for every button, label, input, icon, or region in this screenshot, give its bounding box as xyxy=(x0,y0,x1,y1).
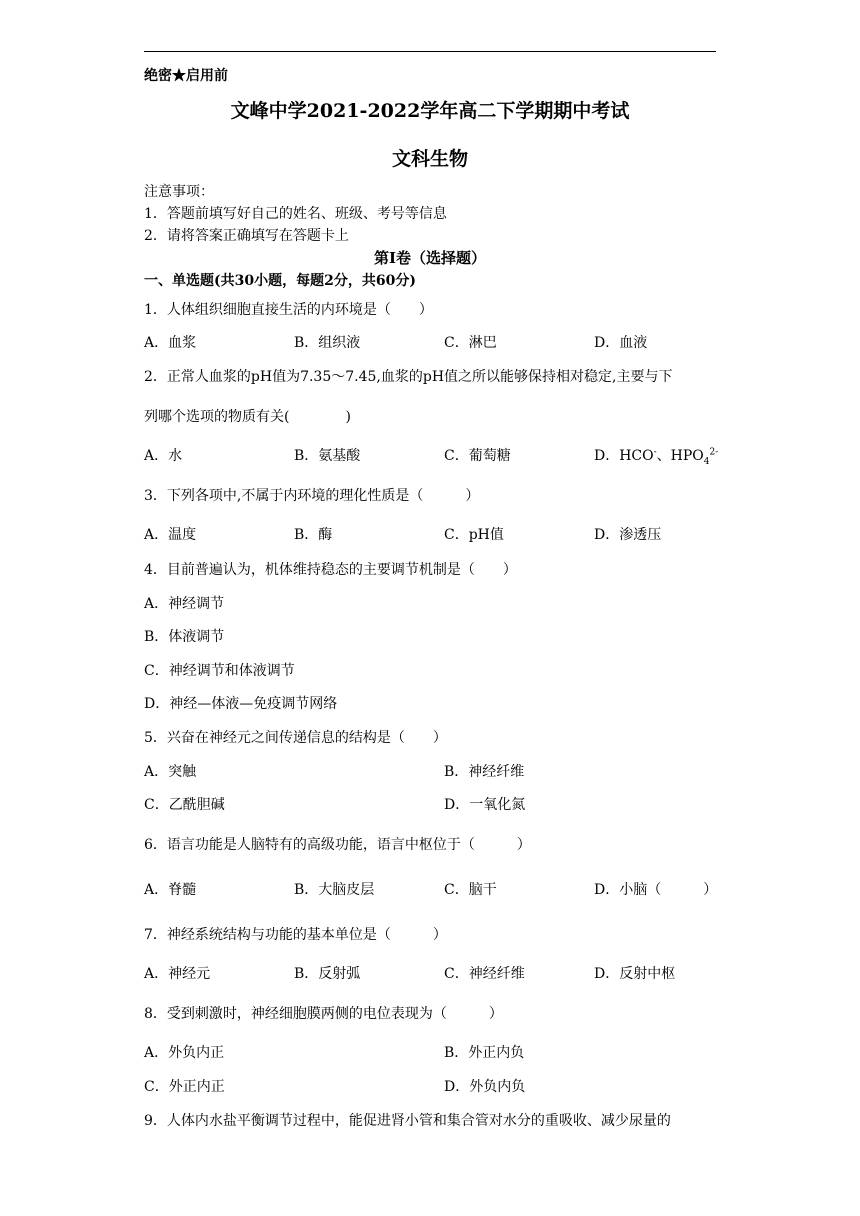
question-5-stem: 5．兴奋在神经元之间传递信息的结构是（ ） xyxy=(144,730,447,746)
q7-option-a: A．神经元 xyxy=(144,966,211,982)
question-4-stem: 4．目前普遍认为，机体维持稳态的主要调节机制是（ ） xyxy=(144,562,517,578)
notice-item-2: 2．请将答案正确填写在答题卡上 xyxy=(144,228,349,244)
q8-option-d: D．外负内负 xyxy=(444,1079,526,1095)
q3-option-a: A．温度 xyxy=(144,527,197,543)
question-7-stem: 7．神经系统结构与功能的基本单位是（ ） xyxy=(144,927,447,943)
q5-option-a: A．突触 xyxy=(144,764,197,780)
q6-option-d: D．小脑（ ） xyxy=(594,882,718,898)
q3-option-b: B．酶 xyxy=(294,527,333,543)
exam-title: 文峰中学2021-2022学年高二下学期期中考试 xyxy=(230,100,630,122)
notice-heading: 注意事项： xyxy=(144,184,214,200)
q6-option-a: A．脊髓 xyxy=(144,882,197,898)
q1-option-b: B．组织液 xyxy=(294,335,361,351)
q5-option-b: B．神经纤维 xyxy=(444,764,525,780)
q5-option-c: C．乙酰胆碱 xyxy=(144,797,225,813)
q3-option-c: C．pH值 xyxy=(444,527,504,543)
question-3-stem: 3．下列各项中,不属于内环境的理化性质是（ ） xyxy=(144,488,480,504)
section-title: 一、单选题(共30小题，每题2分，共60分) xyxy=(144,273,416,289)
q4-option-d: D．神经—体液—免疫调节网络 xyxy=(144,696,338,712)
question-9-stem: 9．人体内水盐平衡调节过程中，能促进肾小管和集合管对水分的重吸收、减少尿量的 xyxy=(144,1113,671,1129)
q8-option-c: C．外正内正 xyxy=(144,1079,225,1095)
q1-option-d: D．血液 xyxy=(594,335,648,351)
q2-option-c: C．葡萄糖 xyxy=(444,448,511,464)
q8-option-a: A．外负内正 xyxy=(144,1045,225,1061)
q1-option-a: A．血浆 xyxy=(144,335,197,351)
question-6-stem: 6．语言功能是人脑特有的高级功能，语言中枢位于（ ） xyxy=(144,837,531,853)
confidential-label: 绝密★启用前 xyxy=(144,68,228,84)
q6-option-c: C．脑干 xyxy=(444,882,497,898)
q6-option-b: B．大脑皮层 xyxy=(294,882,375,898)
exam-subject: 文科生物 xyxy=(391,148,468,170)
q4-option-b: B．体液调节 xyxy=(144,629,225,645)
q3-option-d: D．渗透压 xyxy=(594,527,662,543)
q4-option-a: A．神经调节 xyxy=(144,596,225,612)
notice-item-1: 1．答题前填写好自己的姓名、班级、考号等信息 xyxy=(144,206,447,222)
q2-option-a: A．水 xyxy=(144,448,183,464)
question-8-stem: 8．受到刺激时，神经细胞膜两侧的电位表现为（ ） xyxy=(144,1006,503,1022)
q5-option-d: D．一氧化氮 xyxy=(444,797,526,813)
volume-title: 第I卷（选择题） xyxy=(373,249,487,267)
q8-option-b: B．外正内负 xyxy=(444,1045,525,1061)
question-2-stem-cont: 列哪个选项的物质有关( ) xyxy=(144,409,351,425)
header-rule xyxy=(144,51,716,52)
q2-option-d: D．HCO-、$HPO_4^{2-}$ xyxy=(594,447,719,467)
q7-option-c: C．神经纤维 xyxy=(444,966,525,982)
q7-option-d: D．反射中枢 xyxy=(594,966,676,982)
q4-option-c: C．神经调节和体液调节 xyxy=(144,663,295,679)
q7-option-b: B．反射弧 xyxy=(294,966,361,982)
q2-option-b: B．氨基酸 xyxy=(294,448,361,464)
question-2-stem: 2．正常人血浆的pH值为7.35～7.45,血浆的pH值之所以能够保持相对稳定,主要与下 xyxy=(144,369,673,385)
q1-option-c: C．淋巴 xyxy=(444,335,497,351)
question-1-stem: 1．人体组织细胞直接生活的内环境是（ ） xyxy=(144,302,433,318)
